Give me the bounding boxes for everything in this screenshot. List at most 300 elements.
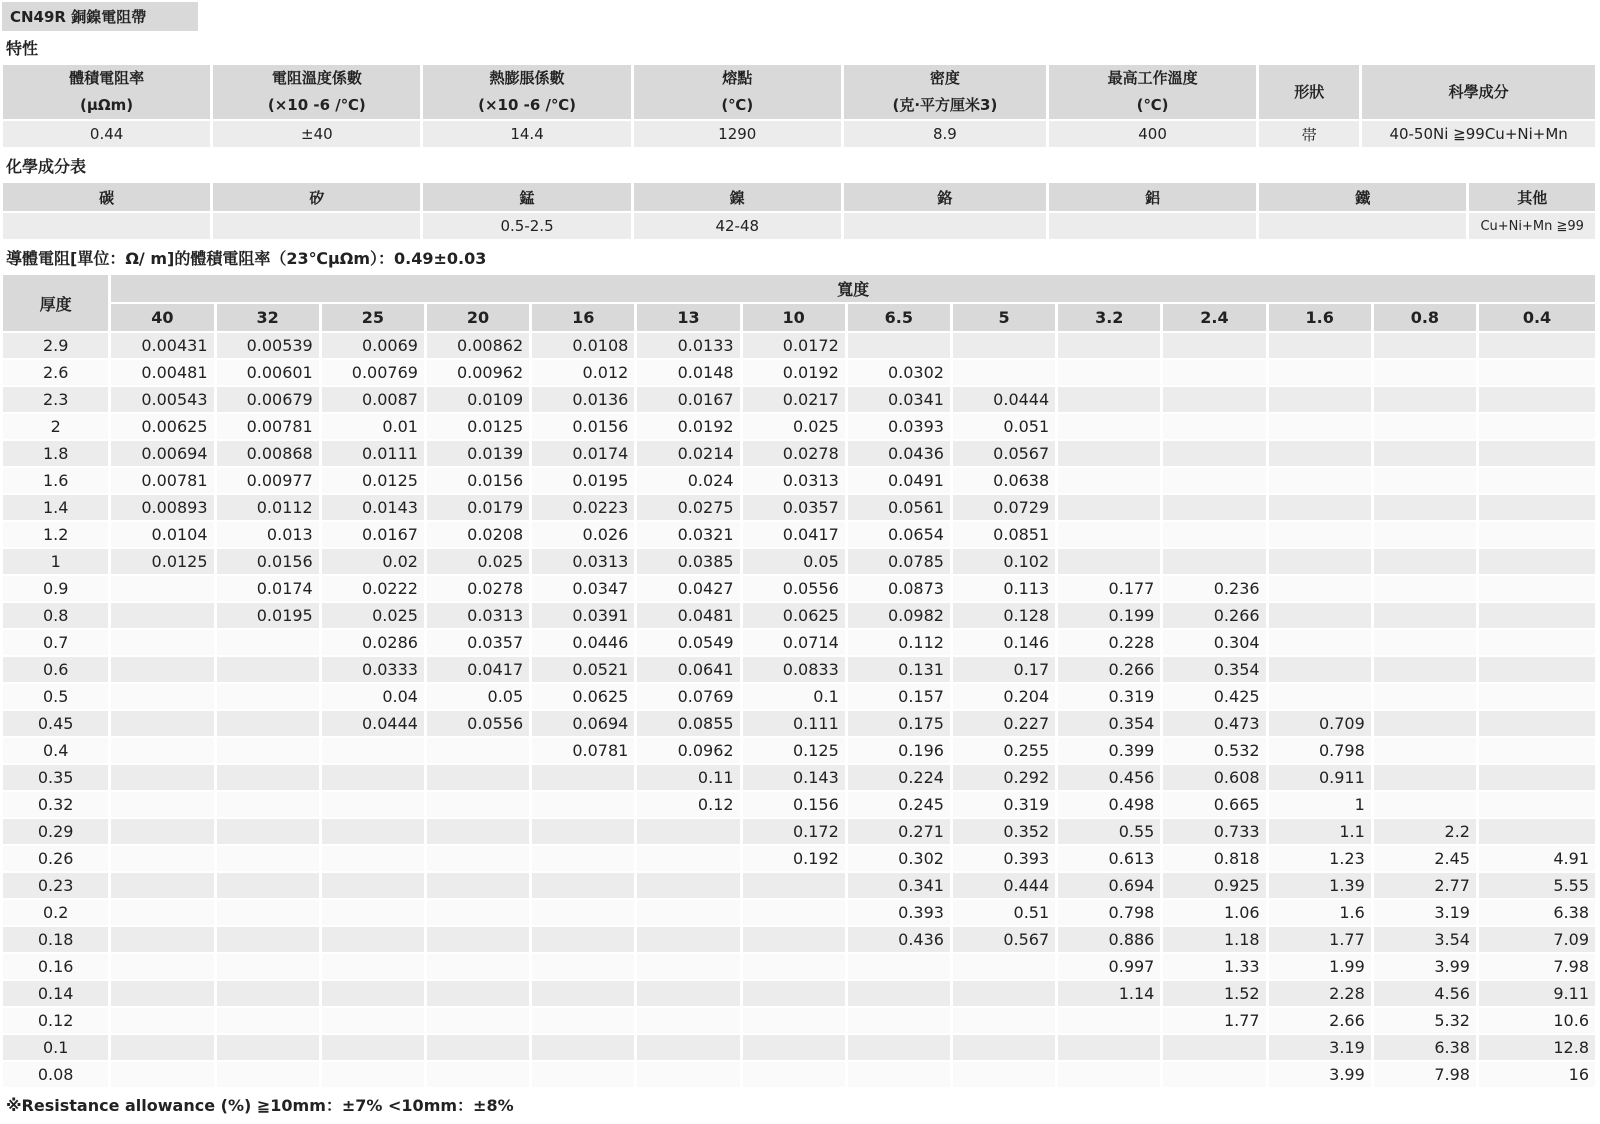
resistance-cell xyxy=(111,630,213,655)
resistance-cell: 0.0111 xyxy=(322,441,424,466)
resistance-cell: 0.0427 xyxy=(637,576,739,601)
resistance-cell xyxy=(532,1035,634,1060)
resistance-cell: 0.319 xyxy=(953,792,1055,817)
resistance-cell xyxy=(111,900,213,925)
resistance-cell xyxy=(111,576,213,601)
width-header: 寬度 xyxy=(111,275,1595,302)
resistance-cell xyxy=(1374,792,1476,817)
resistance-cell: 1.99 xyxy=(1269,954,1371,979)
width-column-header: 2.4 xyxy=(1163,304,1265,331)
resistance-cell xyxy=(532,792,634,817)
width-column-header: 1.6 xyxy=(1269,304,1371,331)
resistance-cell xyxy=(427,738,529,763)
resistance-cell xyxy=(111,819,213,844)
resistance-cell xyxy=(217,711,319,736)
element-header: 碳 xyxy=(3,183,210,211)
resistance-cell: 0.0179 xyxy=(427,495,529,520)
resistance-cell: 0.051 xyxy=(953,414,1055,439)
resistance-cell xyxy=(532,981,634,1006)
resistance-cell: 0.0313 xyxy=(743,468,845,493)
thickness-header: 厚度 xyxy=(3,275,108,331)
resistance-cell xyxy=(953,1035,1055,1060)
table-row xyxy=(3,630,1595,655)
resistance-cell xyxy=(217,981,319,1006)
resistance-cell xyxy=(637,1008,739,1033)
resistance-cell xyxy=(427,765,529,790)
resistance-cell xyxy=(532,954,634,979)
resistance-cell xyxy=(1163,441,1265,466)
resistance-cell: 0.0286 xyxy=(322,630,424,655)
resistance-cell xyxy=(111,684,213,709)
resistance-cell xyxy=(1269,603,1371,628)
resistance-cell xyxy=(743,927,845,952)
resistance-cell xyxy=(1163,1062,1265,1087)
table-row xyxy=(3,1035,1595,1060)
thickness-cell: 0.16 xyxy=(3,954,108,979)
resistance-cell xyxy=(1479,333,1595,358)
resistance-cell: 0.00431 xyxy=(111,333,213,358)
resistance-cell xyxy=(111,1008,213,1033)
thickness-cell: 0.7 xyxy=(3,630,108,655)
resistance-cell: 0.0192 xyxy=(743,360,845,385)
resistance-cell: 0.177 xyxy=(1058,576,1160,601)
resistance-cell xyxy=(217,765,319,790)
resistance-cell: 0.245 xyxy=(848,792,950,817)
thickness-cell: 0.8 xyxy=(3,603,108,628)
resistance-cell: 0.0873 xyxy=(848,576,950,601)
property-header xyxy=(213,65,420,119)
resistance-cell xyxy=(217,819,319,844)
resistance-cell: 0.0567 xyxy=(953,441,1055,466)
property-header-unit: (℃) xyxy=(721,96,754,114)
resistance-cell xyxy=(532,873,634,898)
resistance-cell xyxy=(111,981,213,1006)
resistance-cell: 0.818 xyxy=(1163,846,1265,871)
resistance-cell xyxy=(743,1035,845,1060)
resistance-cell xyxy=(322,954,424,979)
resistance-cell xyxy=(848,1062,950,1087)
resistance-cell: 0.00781 xyxy=(217,414,319,439)
resistance-cell: 0.1 xyxy=(743,684,845,709)
resistance-cell xyxy=(532,900,634,925)
resistance-allowance-note: ※Resistance allowance (%) ≧10mm：±7% <10mm：±8% xyxy=(6,1096,514,1115)
resistance-cell xyxy=(322,819,424,844)
resistance-cell xyxy=(322,927,424,952)
resistance-cell xyxy=(217,927,319,952)
resistance-cell xyxy=(111,954,213,979)
property-header-unit: (×10 -6 /℃) xyxy=(267,96,366,114)
resistance-cell: 2.45 xyxy=(1374,846,1476,871)
property-value: 8.9 xyxy=(844,121,1046,147)
resistance-cell: 0.175 xyxy=(848,711,950,736)
resistance-cell: 6.38 xyxy=(1374,1035,1476,1060)
resistance-cell: 0.0125 xyxy=(111,549,213,574)
resistance-cell: 0.0851 xyxy=(953,522,1055,547)
resistance-cell: 0.04 xyxy=(322,684,424,709)
resistance-cell: 0.0641 xyxy=(637,657,739,682)
resistance-cell: 0.0729 xyxy=(953,495,1055,520)
width-column-header: 6.5 xyxy=(848,304,950,331)
resistance-cell xyxy=(532,1008,634,1033)
resistance-cell xyxy=(1269,414,1371,439)
width-column-header: 13 xyxy=(637,304,739,331)
resistance-cell xyxy=(217,1035,319,1060)
resistance-cell xyxy=(1374,468,1476,493)
property-header-unit: (℃) xyxy=(1136,96,1169,114)
resistance-cell: 0.0982 xyxy=(848,603,950,628)
resistance-cell xyxy=(1374,765,1476,790)
resistance-cell xyxy=(637,873,739,898)
resistance-cell xyxy=(1058,522,1160,547)
resistance-cell xyxy=(1479,819,1595,844)
property-value: 帯 xyxy=(1259,121,1359,147)
resistance-cell xyxy=(1163,549,1265,574)
resistance-cell xyxy=(1479,603,1595,628)
resistance-cell: 0.55 xyxy=(1058,819,1160,844)
resistance-cell: 0.0192 xyxy=(637,414,739,439)
resistance-cell: 0.925 xyxy=(1163,873,1265,898)
element-value: 0.5-2.5 xyxy=(423,213,630,239)
resistance-cell xyxy=(322,1008,424,1033)
resistance-cell xyxy=(217,954,319,979)
property-header xyxy=(423,65,630,119)
resistance-cell xyxy=(1269,441,1371,466)
resistance-cell: 0.0625 xyxy=(743,603,845,628)
table-row xyxy=(3,495,1595,520)
chem-heading: 化學成分表 xyxy=(6,157,87,176)
resistance-cell: 0.013 xyxy=(217,522,319,547)
element-value xyxy=(1049,213,1256,239)
thickness-cell: 1.2 xyxy=(3,522,108,547)
resistance-cell: 0.292 xyxy=(953,765,1055,790)
table-row xyxy=(3,441,1595,466)
resistance-cell xyxy=(637,1062,739,1087)
resistance-cell xyxy=(743,873,845,898)
resistance-cell: 0.00781 xyxy=(111,468,213,493)
resistance-cell xyxy=(217,684,319,709)
width-column-header: 10 xyxy=(743,304,845,331)
resistance-cell: 0.156 xyxy=(743,792,845,817)
resistance-cell xyxy=(427,927,529,952)
resistance-cell: 1.18 xyxy=(1163,927,1265,952)
resistance-cell: 0.0195 xyxy=(532,468,634,493)
property-header-name: 形狀 xyxy=(1294,82,1325,101)
resistance-cell: 0.733 xyxy=(1163,819,1265,844)
property-value: ±40 xyxy=(213,121,420,147)
resistance-cell: 1.06 xyxy=(1163,900,1265,925)
resistance-cell xyxy=(111,711,213,736)
resistance-cell: 0.01 xyxy=(322,414,424,439)
resistance-cell: 12.8 xyxy=(1479,1035,1595,1060)
resistance-cell xyxy=(1374,360,1476,385)
thickness-cell: 2.6 xyxy=(3,360,108,385)
resistance-cell: 0.199 xyxy=(1058,603,1160,628)
thickness-cell: 2.9 xyxy=(3,333,108,358)
resistance-cell: 0.0333 xyxy=(322,657,424,682)
width-column-header: 40 xyxy=(111,304,213,331)
resistance-cell: 0.012 xyxy=(532,360,634,385)
resistance-cell: 0.0167 xyxy=(322,522,424,547)
resistance-cell xyxy=(111,765,213,790)
resistance-cell: 0.17 xyxy=(953,657,1055,682)
resistance-cell xyxy=(322,900,424,925)
element-value xyxy=(213,213,420,239)
resistance-cell xyxy=(217,846,319,871)
resistance-cell xyxy=(1374,630,1476,655)
table-row xyxy=(3,468,1595,493)
resistance-cell xyxy=(637,1035,739,1060)
thickness-cell: 2 xyxy=(3,414,108,439)
resistance-cell: 0.0217 xyxy=(743,387,845,412)
resistance-cell xyxy=(217,792,319,817)
properties-table xyxy=(0,63,1598,149)
resistance-cell xyxy=(1479,738,1595,763)
property-header-name: 最高工作溫度 xyxy=(1107,69,1198,87)
resistance-cell: 0.886 xyxy=(1058,927,1160,952)
resistance-cell: 0.0444 xyxy=(953,387,1055,412)
resistance-cell xyxy=(848,333,950,358)
resistance-cell: 0.0385 xyxy=(637,549,739,574)
resistance-cell xyxy=(1163,387,1265,412)
resistance-cell xyxy=(111,738,213,763)
resistance-cell xyxy=(953,1062,1055,1087)
resistance-cell xyxy=(1374,549,1476,574)
resistance-cell xyxy=(427,1062,529,1087)
resistance-cell: 0.00862 xyxy=(427,333,529,358)
resistance-cell: 0.0654 xyxy=(848,522,950,547)
resistance-cell xyxy=(1479,765,1595,790)
resistance-cell xyxy=(322,765,424,790)
resistance-cell: 0.00977 xyxy=(217,468,319,493)
resistance-cell: 1.39 xyxy=(1269,873,1371,898)
resistance-cell: 2.66 xyxy=(1269,1008,1371,1033)
resistance-cell: 0.0785 xyxy=(848,549,950,574)
resistance-cell: 0.266 xyxy=(1163,603,1265,628)
resistance-cell: 0.393 xyxy=(848,900,950,925)
table-row xyxy=(3,360,1595,385)
thickness-cell: 0.2 xyxy=(3,900,108,925)
resistance-cell: 0.393 xyxy=(953,846,1055,871)
resistance-cell: 0.266 xyxy=(1058,657,1160,682)
resistance-cell: 0.436 xyxy=(848,927,950,952)
resistance-cell xyxy=(1374,522,1476,547)
resistance-cell xyxy=(1058,1008,1160,1033)
resistance-cell xyxy=(111,1062,213,1087)
resistance-cell xyxy=(427,819,529,844)
thickness-cell: 0.12 xyxy=(3,1008,108,1033)
resistance-cell xyxy=(1269,522,1371,547)
resistance-cell: 0.0781 xyxy=(532,738,634,763)
resistance-cell: 0.0125 xyxy=(322,468,424,493)
resistance-cell: 0.911 xyxy=(1269,765,1371,790)
table-row xyxy=(3,522,1595,547)
resistance-cell: 0.0347 xyxy=(532,576,634,601)
resistance-cell xyxy=(1479,360,1595,385)
resistance-cell: 0.025 xyxy=(743,414,845,439)
resistance-cell xyxy=(1058,414,1160,439)
resistance-cell xyxy=(1269,360,1371,385)
thickness-cell: 0.08 xyxy=(3,1062,108,1087)
resistance-cell: 0.05 xyxy=(427,684,529,709)
table-row xyxy=(3,792,1595,817)
resistance-cell xyxy=(1374,603,1476,628)
resistance-cell xyxy=(1269,576,1371,601)
thickness-cell: 0.35 xyxy=(3,765,108,790)
resistance-cell: 0.0156 xyxy=(427,468,529,493)
resistance-cell xyxy=(743,1062,845,1087)
resistance-cell: 0.0638 xyxy=(953,468,1055,493)
resistance-cell xyxy=(1374,441,1476,466)
resistance-cell: 0.172 xyxy=(743,819,845,844)
resistance-cell: 0.11 xyxy=(637,765,739,790)
resistance-cell: 0.798 xyxy=(1058,900,1160,925)
resistance-cell: 0.0302 xyxy=(848,360,950,385)
resistance-cell: 0.255 xyxy=(953,738,1055,763)
width-column-header: 20 xyxy=(427,304,529,331)
resistance-cell: 1.6 xyxy=(1269,900,1371,925)
table-row xyxy=(3,1062,1595,1087)
property-header xyxy=(634,65,841,119)
resistance-cell xyxy=(427,1008,529,1033)
resistance-cell: 0.798 xyxy=(1269,738,1371,763)
table-row xyxy=(3,765,1595,790)
resistance-cell: 0.0222 xyxy=(322,576,424,601)
resistance-cell: 0.354 xyxy=(1163,657,1265,682)
resistance-cell: 0.131 xyxy=(848,657,950,682)
properties-heading: 特性 xyxy=(6,39,39,58)
element-header: 錳 xyxy=(423,183,630,211)
resistance-cell: 0.0278 xyxy=(743,441,845,466)
table-row xyxy=(3,981,1595,1006)
resistance-cell: 0.304 xyxy=(1163,630,1265,655)
chemistry-table xyxy=(0,181,1598,241)
resistance-cell xyxy=(637,954,739,979)
resistance-cell: 2.2 xyxy=(1374,819,1476,844)
resistance-cell: 4.56 xyxy=(1374,981,1476,1006)
resistance-cell xyxy=(1269,630,1371,655)
resistance-cell: 5.55 xyxy=(1479,873,1595,898)
thickness-cell: 0.32 xyxy=(3,792,108,817)
resistance-cell: 0.00601 xyxy=(217,360,319,385)
resistance-cell: 0.0278 xyxy=(427,576,529,601)
resistance-cell: 0.0195 xyxy=(217,603,319,628)
resistance-cell xyxy=(743,1008,845,1033)
resistance-cell: 7.09 xyxy=(1479,927,1595,952)
resistance-cell xyxy=(322,792,424,817)
resistance-cell: 0.0087 xyxy=(322,387,424,412)
resistance-cell: 0.204 xyxy=(953,684,1055,709)
resistance-cell xyxy=(217,657,319,682)
resistance-cell xyxy=(953,954,1055,979)
table-row xyxy=(3,576,1595,601)
resistance-cell: 0.0481 xyxy=(637,603,739,628)
resistance-cell: 0.228 xyxy=(1058,630,1160,655)
resistance-cell xyxy=(322,846,424,871)
resistance-cell: 0.00868 xyxy=(217,441,319,466)
table-row xyxy=(3,819,1595,844)
resistance-cell: 0.026 xyxy=(532,522,634,547)
resistance-cell: 0.113 xyxy=(953,576,1055,601)
thickness-cell: 1.6 xyxy=(3,468,108,493)
resistance-cell xyxy=(1163,414,1265,439)
resistance-cell: 0.319 xyxy=(1058,684,1160,709)
resistance-cell: 3.54 xyxy=(1374,927,1476,952)
resistance-cell xyxy=(1163,522,1265,547)
resistance-cell: 0.00543 xyxy=(111,387,213,412)
property-header-name: 熱膨脹係數 xyxy=(489,69,565,87)
resistance-cell: 3.19 xyxy=(1374,900,1476,925)
resistance-cell: 0.0125 xyxy=(427,414,529,439)
resistance-cell: 0.0275 xyxy=(637,495,739,520)
resistance-cell xyxy=(743,900,845,925)
resistance-cell xyxy=(637,846,739,871)
property-header xyxy=(3,65,210,119)
resistance-cell: 0.352 xyxy=(953,819,1055,844)
resistance-cell: 0.111 xyxy=(743,711,845,736)
resistance-cell: 1.77 xyxy=(1269,927,1371,952)
thickness-cell: 0.6 xyxy=(3,657,108,682)
resistance-cell: 0.0491 xyxy=(848,468,950,493)
resistance-cell: 0.0417 xyxy=(427,657,529,682)
resistance-cell xyxy=(1374,684,1476,709)
resistance-cell: 1.33 xyxy=(1163,954,1265,979)
resistance-cell: 0.0174 xyxy=(532,441,634,466)
resistance-cell: 0.0446 xyxy=(532,630,634,655)
resistance-cell: 0.997 xyxy=(1058,954,1160,979)
resistance-cell xyxy=(1479,468,1595,493)
width-column-header: 25 xyxy=(322,304,424,331)
resistance-cell: 0.613 xyxy=(1058,846,1160,871)
property-header xyxy=(1362,65,1595,119)
resistance-cell xyxy=(427,900,529,925)
resistance-cell: 0.192 xyxy=(743,846,845,871)
resistance-cell: 0.0214 xyxy=(637,441,739,466)
resistance-cell: 4.91 xyxy=(1479,846,1595,871)
resistance-cell xyxy=(1479,549,1595,574)
resistance-cell: 0.112 xyxy=(848,630,950,655)
property-header-name: 體積電阻率 xyxy=(69,69,145,87)
resistance-cell: 0.456 xyxy=(1058,765,1160,790)
table-row xyxy=(3,900,1595,925)
resistance-cell: 0.399 xyxy=(1058,738,1160,763)
table-row xyxy=(3,738,1595,763)
resistance-cell xyxy=(532,927,634,952)
property-header-name: 密度 xyxy=(929,69,960,87)
element-value: Cu+Ni+Mn ≧99 xyxy=(1469,213,1595,239)
resistance-cell xyxy=(217,738,319,763)
resistance-cell: 0.236 xyxy=(1163,576,1265,601)
resistance-cell xyxy=(1479,387,1595,412)
resistance-cell: 0.0436 xyxy=(848,441,950,466)
resistance-cell: 0.00625 xyxy=(111,414,213,439)
resistance-cell xyxy=(1269,549,1371,574)
resistance-cell xyxy=(1374,387,1476,412)
element-header: 鎳 xyxy=(634,183,841,211)
property-header-name: 科學成分 xyxy=(1448,82,1509,101)
resistance-cell xyxy=(322,1062,424,1087)
resistance-cell xyxy=(1374,495,1476,520)
resistance-cell xyxy=(1163,495,1265,520)
resistance-cell xyxy=(111,927,213,952)
width-column-header: 16 xyxy=(532,304,634,331)
resistance-cell xyxy=(111,873,213,898)
element-header: 其他 xyxy=(1469,183,1595,211)
resistance-cell: 0.102 xyxy=(953,549,1055,574)
resistance-cell xyxy=(1479,414,1595,439)
resistance-cell xyxy=(427,846,529,871)
property-value: 1290 xyxy=(634,121,841,147)
resistance-cell xyxy=(427,1035,529,1060)
